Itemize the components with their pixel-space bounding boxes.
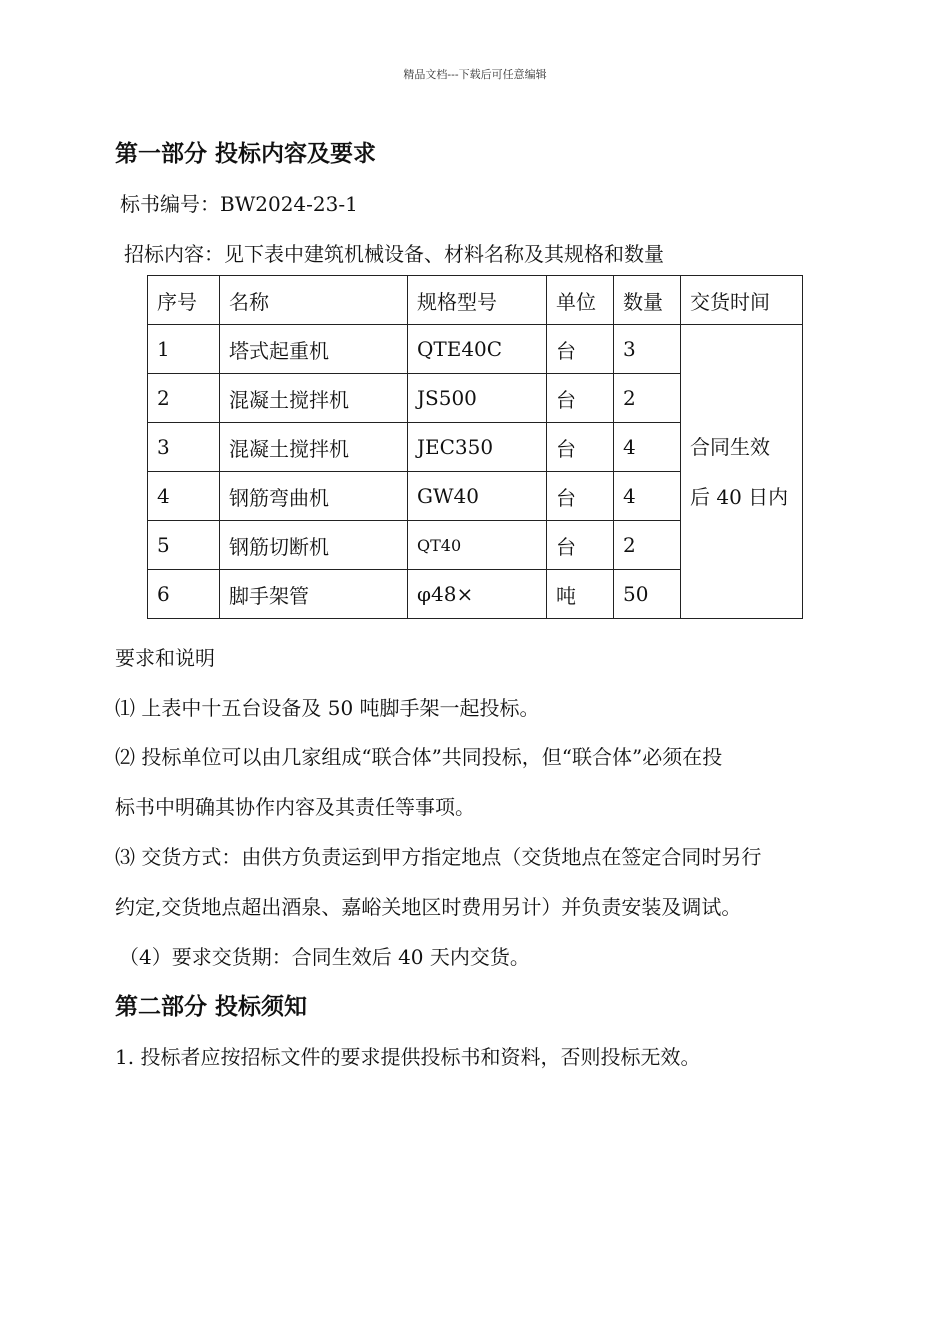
- part1-title: 第一部分 投标内容及要求: [115, 140, 377, 167]
- item-unit: 吨: [547, 570, 614, 619]
- item-quantity: 4: [614, 472, 681, 521]
- header-cell: 名称: [220, 276, 408, 325]
- item-model: QTE40C: [408, 325, 547, 374]
- item-model: QT40: [408, 521, 547, 570]
- item-model: GW40: [408, 472, 547, 521]
- equipment-table: [147, 275, 803, 619]
- delivery-time-line1: 合同生效: [690, 434, 770, 459]
- delivery-time-cell: [681, 325, 803, 619]
- item-name: 钢筋切断机: [220, 521, 408, 570]
- item-name: 混凝土搅拌机: [220, 374, 408, 423]
- header-cell: 交货时间: [681, 276, 803, 325]
- item-model: JS500: [408, 374, 547, 423]
- part2-title: 第二部分 投标须知: [115, 993, 308, 1020]
- table-row: [148, 325, 803, 374]
- requirement-item-3-line2: 约定,交货地点超出酒泉、嘉峪关地区时费用另计）并负责安装及调试。: [115, 895, 742, 919]
- row-number: 3: [148, 423, 220, 472]
- item-model: JEC350: [408, 423, 547, 472]
- watermark-header: 精品文档---下载后可任意编辑: [403, 68, 547, 81]
- part2-item-1: 1. 投标者应按招标文件的要求提供投标书和资料，否则投标无效。: [115, 1045, 701, 1069]
- item-unit: 台: [547, 521, 614, 570]
- item-name: 脚手架管: [220, 570, 408, 619]
- item-quantity: 50: [614, 570, 681, 619]
- item-unit: 台: [547, 423, 614, 472]
- item-quantity: 2: [614, 521, 681, 570]
- row-number: 5: [148, 521, 220, 570]
- row-number: 4: [148, 472, 220, 521]
- item-name: 塔式起重机: [220, 325, 408, 374]
- content-intro: 招标内容：见下表中建筑机械设备、材料名称及其规格和数量: [124, 242, 664, 266]
- item-name: 钢筋弯曲机: [220, 472, 408, 521]
- requirement-item-3-line1: ⑶ 交货方式：由供方负责运到甲方指定地点（交货地点在签定合同时另行: [115, 845, 762, 869]
- bid-number: 标书编号：BW2024-23-1: [120, 192, 358, 216]
- header-cell: 单位: [547, 276, 614, 325]
- header-cell: 规格型号: [408, 276, 547, 325]
- item-unit: 台: [547, 472, 614, 521]
- table-header-row: [148, 276, 803, 325]
- requirement-item-2-line1: ⑵ 投标单位可以由几家组成“联合体”共同投标，但“联合体”必须在投: [115, 745, 723, 769]
- item-quantity: 3: [614, 325, 681, 374]
- header-cell: 数量: [614, 276, 681, 325]
- requirements-title: 要求和说明: [115, 646, 215, 670]
- header-cell: 序号: [148, 276, 220, 325]
- item-unit: 台: [547, 325, 614, 374]
- row-number: 1: [148, 325, 220, 374]
- item-quantity: 2: [614, 374, 681, 423]
- item-model: φ48×: [408, 570, 547, 619]
- delivery-time-line2: 后 40 日内: [690, 484, 789, 509]
- requirement-item-1: ⑴ 上表中十五台设备及 50 吨脚手架一起投标。: [115, 696, 540, 720]
- item-name: 混凝土搅拌机: [220, 423, 408, 472]
- requirement-item-2-line2: 标书中明确其协作内容及其责任等事项。: [115, 795, 475, 819]
- row-number: 2: [148, 374, 220, 423]
- item-unit: 台: [547, 374, 614, 423]
- item-quantity: 4: [614, 423, 681, 472]
- row-number: 6: [148, 570, 220, 619]
- requirement-item-4: （4）要求交货期：合同生效后 40 天内交货。: [119, 945, 530, 969]
